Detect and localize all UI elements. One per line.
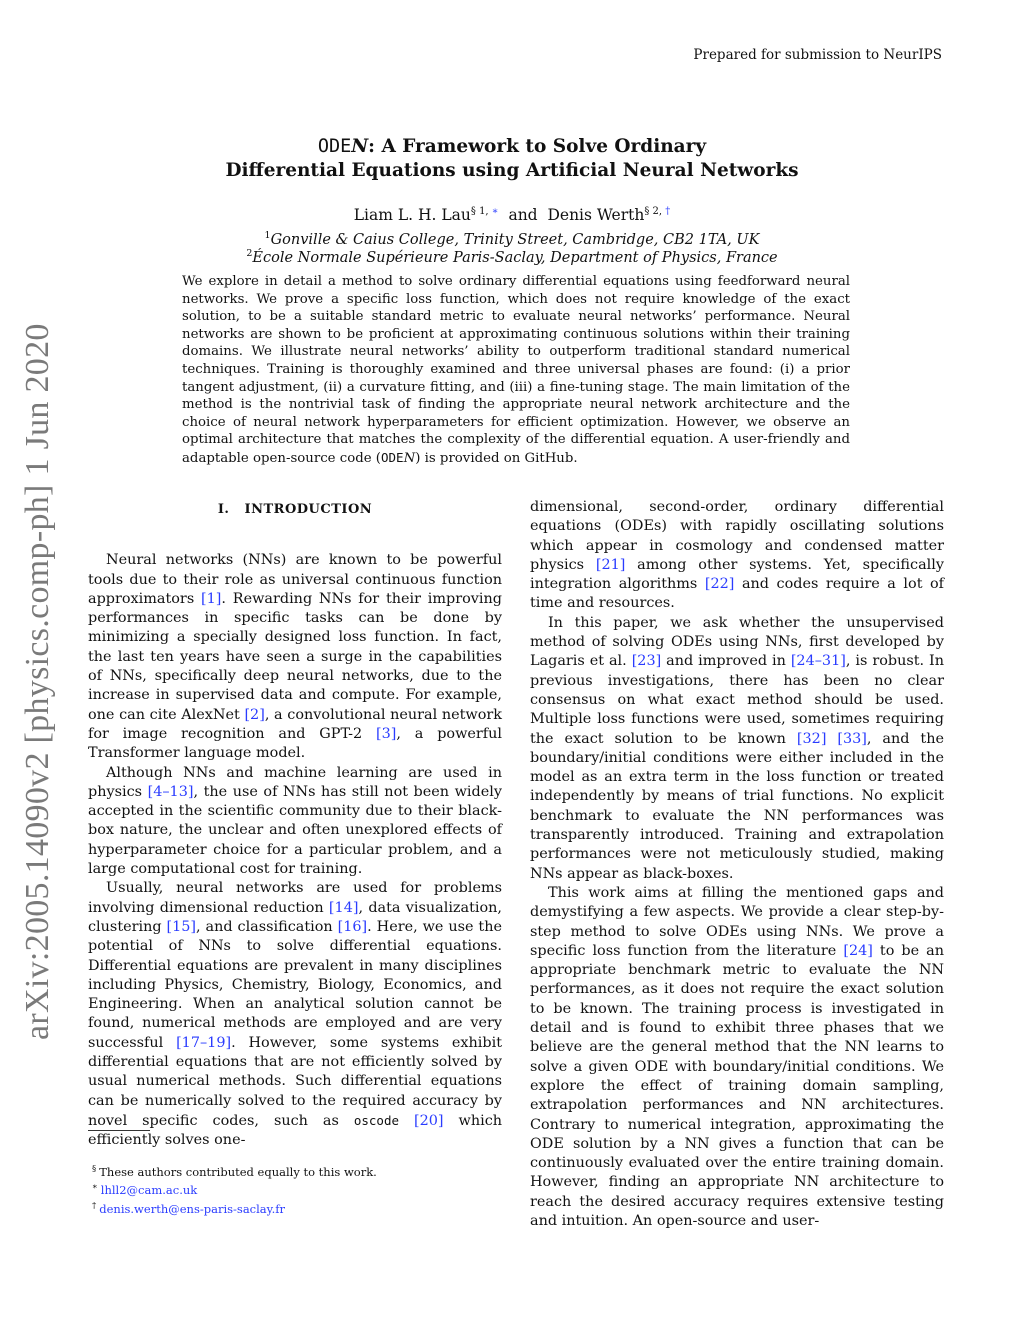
- text: and codes require a lot of time and resources.: [530, 576, 944, 612]
- right-paragraph-2: [530, 614, 944, 884]
- text: Usually, neural networks are used for problems involving dimensional reduction: [88, 880, 502, 916]
- email-link-werth[interactable]: denis.werth@ens-paris-saclay.fr: [99, 1201, 286, 1216]
- text: which efficiently solves one-: [88, 1112, 503, 1149]
- section-number: I.: [217, 502, 230, 517]
- text: . Rewarding NNs for their improving performances in specific tasks can be done by minimizing a specially designed loss function. In fact, the last ten years have seen a surge in the capabilities of NNs, specifically deep neural networks, due to the increase in supervised data and compute. For example, one can cite AlexNet: [88, 590, 502, 723]
- citation-link[interactable]: [20]: [413, 1112, 444, 1129]
- text: , and the boundary/initial conditions were either included in the model as an extra term in the loss function or treated independently by means of trial functions. No explicit benchmark to evaluate the NN performances was transparently introduced. Training and extrapolation performances were not meticulously studied, making NNs appear as black-boxes.: [530, 730, 944, 882]
- citation-link[interactable]: [22]: [704, 576, 735, 593]
- left-paragraph-3: [88, 879, 502, 1150]
- right-column: [530, 498, 944, 1231]
- affiliation-2-num: 2: [246, 248, 253, 259]
- author-2-email-link[interactable]: †: [665, 206, 671, 217]
- citation-link[interactable]: [21]: [595, 556, 626, 573]
- citation-link[interactable]: [24–31]: [790, 653, 846, 670]
- citation-link[interactable]: [33]: [837, 730, 867, 747]
- footnote-1-text: These authors contributed equally to this work.: [99, 1164, 377, 1179]
- author-1: Liam L. H. Lau: [353, 206, 471, 225]
- title-line-2: Differential Equations using Artificial Neural Networks: [225, 160, 799, 181]
- text: among other systems. Yet, specifically integration algorithms: [530, 556, 944, 593]
- abstract-text-2: ) is provided on GitHub.: [415, 450, 578, 466]
- text: [826, 731, 837, 747]
- citation-link[interactable]: [2]: [244, 706, 265, 723]
- author-list: [0, 201, 1024, 226]
- citation-link[interactable]: [17–19]: [176, 1034, 232, 1051]
- text: This work aims at filling the mentioned gaps and demystifying a few aspects. We provide a clear step-by-step method to solve ODEs using NNs. We prove a specific loss function from the literature: [530, 884, 944, 959]
- abstract-code-name-n: N: [403, 450, 416, 466]
- abstract-code-name: ODE: [381, 449, 404, 465]
- right-paragraph-1: [530, 498, 944, 614]
- text: . However, some systems exhibit differential equations that are not efficiently solved by usual numerical methods. Such differential equations can be numerically solved to the required accuracy by novel specific codes, such as: [88, 1034, 502, 1129]
- paper-title: [0, 135, 1024, 183]
- text: Although NNs and machine learning are used in physics: [88, 764, 502, 800]
- citation-link[interactable]: [15]: [166, 918, 197, 935]
- code-name-oscode: oscode: [353, 1112, 399, 1128]
- text: , a convolutional neural network for image recognition and GPT-2: [88, 706, 502, 742]
- text: , is robust. In previous investigations, there has been no clear consensus on what exact method should be used. Multiple loss functions were used, sometimes requiring the exact solution to be known: [530, 653, 944, 747]
- title-brand-n: N: [351, 136, 369, 157]
- text: to be an appropriate benchmark metric to evaluate the NN performances, as it does not require the exact solution to be known. The training process is investigated in detail and is found to exhibit three phases that we believe are the general method that the NN learns to solve a given ODE with boundary/initial conditions. We explore the effect of training domain sampling, extrapolation performances and NN architectures. Contrary to numerical integration, approximating the ODE solution by a NN gives a function that can be continuously evaluated over the entire training domain. However, finding an appropriate NN architecture to reach the desired accuracy requires extensive testing and intuition. An open-source and user-: [530, 942, 945, 1229]
- text: dimensional, second-order, ordinary differential equations (ODEs) with rapidly oscillating solutions which appear in cosmology and condensed matter physics: [530, 499, 944, 573]
- footnote-2-mark: ∗: [92, 1182, 98, 1193]
- text: Neural networks (NNs) are known to be powerful tools due to their role as universal continuous function approximators: [88, 552, 502, 607]
- author-and: and: [508, 206, 538, 225]
- text: and improved in: [661, 653, 791, 670]
- left-column: [88, 496, 502, 1151]
- footnote-1-mark: §: [92, 1164, 97, 1174]
- left-paragraph-1: [88, 551, 502, 763]
- left-paragraph-2: [88, 764, 502, 880]
- affiliation-2: [0, 244, 1024, 268]
- title-line-1-rest: : A Framework to Solve Ordinary: [368, 136, 707, 157]
- arxiv-stamp: arXiv:2005.14090v2 [physics.comp-ph] 1 Jun 2020: [19, 323, 56, 1040]
- citation-link[interactable]: [3]: [376, 725, 397, 742]
- text: , and classification: [196, 918, 338, 935]
- author-2-marks: § 2,: [644, 206, 666, 217]
- citation-link[interactable]: [32]: [796, 730, 827, 747]
- right-paragraph-3: [530, 884, 944, 1231]
- text: , a powerful Transformer language model.: [88, 725, 502, 762]
- abstract: [182, 273, 850, 468]
- footnotes: [92, 1162, 512, 1217]
- footnote-divider: [88, 1130, 150, 1131]
- author-2: Denis Werth: [547, 206, 645, 225]
- citation-link[interactable]: [16]: [337, 918, 368, 935]
- affiliation-1-text: Gonville & Caius College, Trinity Street, Cambridge, CB2 1TA, UK: [270, 231, 760, 248]
- footnote-1: [92, 1162, 512, 1180]
- email-link-lau[interactable]: lhll2@cam.ac.uk: [100, 1183, 198, 1198]
- footnote-2: [92, 1180, 512, 1198]
- citation-link[interactable]: [14]: [328, 899, 359, 916]
- text: , data visualization, clustering: [88, 899, 502, 935]
- citation-link[interactable]: [24]: [843, 942, 873, 959]
- affiliation-2-text: École Normale Supérieure Paris-Saclay, Department of Physics, France: [252, 249, 778, 266]
- text: [399, 1113, 414, 1129]
- header-note: Prepared for submission to NeurIPS: [693, 47, 942, 63]
- text: In this paper, we ask whether the unsupervised method of solving ODEs using NNs, first developed by Lagaris et al.: [530, 614, 944, 670]
- footnote-3: [92, 1199, 512, 1217]
- section-heading: [88, 500, 502, 519]
- title-line-1: [0, 135, 1024, 159]
- affiliation-1-num: 1: [264, 230, 271, 241]
- citation-link[interactable]: [23]: [631, 653, 662, 670]
- citation-link[interactable]: [1]: [200, 590, 222, 607]
- text: , the use of NNs has still not been widely accepted in the scientific community due to their black-box nature, the unclear and often unexplored effects of hyperparameter choice for a particular problem, and a large computational cost for training.: [88, 783, 502, 878]
- author-1-email-link[interactable]: ∗: [491, 206, 499, 217]
- footnote-3-mark: †: [92, 1200, 97, 1211]
- section-title: INTRODUCTION: [244, 502, 373, 517]
- author-1-marks: § 1,: [470, 206, 492, 217]
- citation-link[interactable]: [4–13]: [147, 783, 194, 800]
- title-brand: ODE: [317, 136, 352, 157]
- text: . Here, we use the potential of NNs to solve differential equations. Differential equations are prevalent in many disciplines including Physics, Chemistry, Biology, Economics, and Engineering. When an analytical solution cannot be found, numerical methods are employed and are very successful: [88, 918, 503, 1051]
- abstract-text-1: We explore in detail a method to solve ordinary differential equations using feedforward neural networks. We prove a specific loss function, which does not require knowledge of the exact solution, to be a suitable standard metric to evaluate neural networks’ performance. Neural networks are shown to be proficient at approximating continuous solutions within their training domains. We illustrate neural networks’ ability to outperform traditional standard numerical techniques. Training is thoroughly examined and three universal phases are found: (i) a prior tangent adjustment, (ii) a curvature fitting, and (iii) a fine-tuning stage. The main limitation of the method is the nontrivial task of finding the appropriate neural network architecture and the choice of neural network hyperparameters for efficient optimization. However, we observe an optimal architecture that matches the complexity of the differential equation. A user-friendly and adaptable open-source code (: [182, 274, 850, 466]
